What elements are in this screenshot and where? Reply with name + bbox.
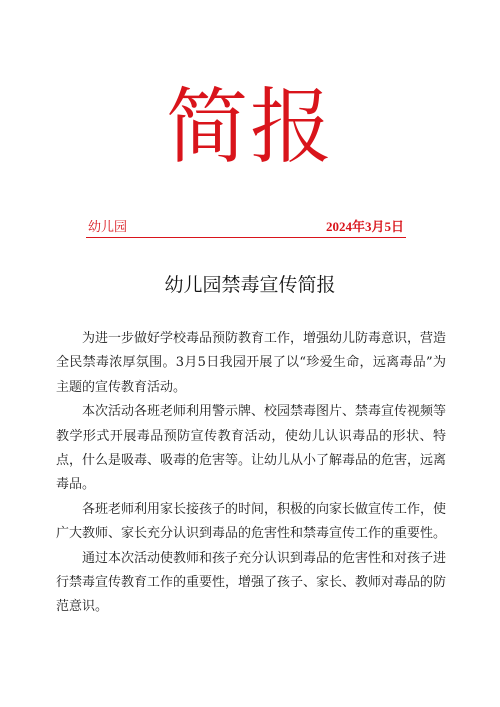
masthead-title: 简报 bbox=[165, 80, 334, 175]
paragraph-4: 通过本次活动使教师和孩子充分认识到毒品的危害性和对孩子进行禁毒宣传教育工作的重要性，增强了孩子、家长、教师对毒品的防范意识。 bbox=[56, 550, 447, 615]
paragraph-1: 为进一步做好学校毒品预防教育工作，增强幼儿防毒意识，营造全民禁毒浓厚氛围。3月5日我园开展了以“珍爱生命，远离毒品”为主题的宣传教育活动。 bbox=[56, 331, 447, 395]
issue-date: 2024年3月5日 bbox=[325, 219, 404, 234]
document-title: 幼儿园禁毒宣传简报 bbox=[164, 274, 336, 296]
document-body bbox=[56, 327, 446, 620]
issue-org: 幼儿园 bbox=[88, 219, 128, 234]
paragraph-2: 本次活动各班老师利用警示牌、校园禁毒图片、禁毒宣传视频等教学形式开展毒品预防宣传教育活动，使幼儿认识毒品的形状、特点，什么是吸毒、吸毒的危害等。让幼儿从小了解毒品的危害，远离毒品。 bbox=[56, 404, 447, 493]
paragraph-3: 各班老师利用家长接孩子的时间，积极的向家长做宣传工作，使广大教师、家长充分认识到毒品的危害性和禁毒宣传工作的重要性。 bbox=[56, 501, 447, 542]
issue-line bbox=[86, 217, 406, 238]
